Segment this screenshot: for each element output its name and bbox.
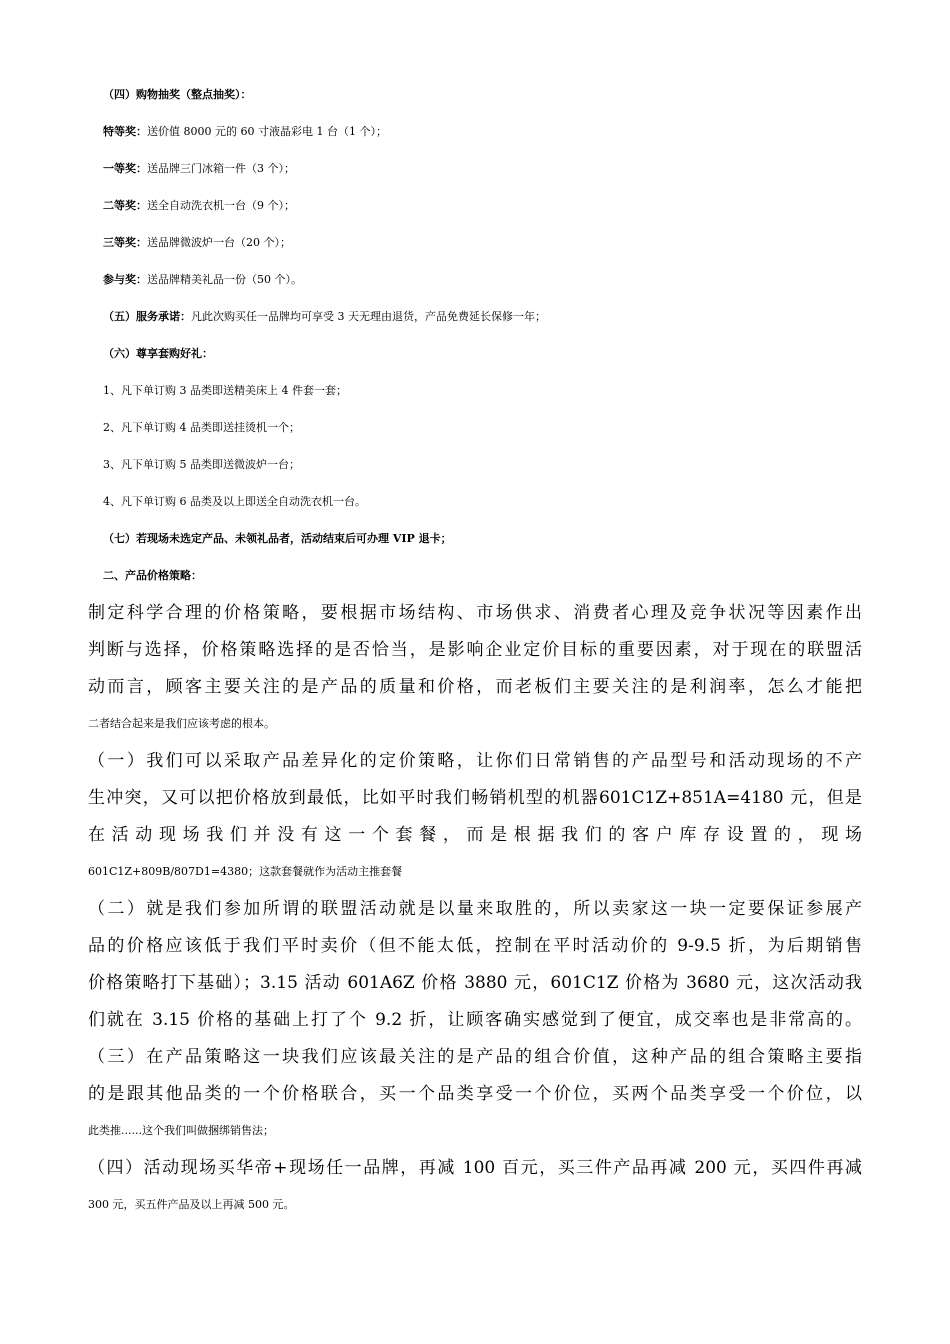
prize-line-first [103, 157, 950, 181]
lottery-heading: （四）购物抽奖（整点抽奖）： [103, 88, 252, 101]
paragraph-two-line: 们就在 3.15 价格的基础上打了个 9.2 折，让顾客确实感觉到了便宜，成交率也是非常高的。 [88, 1010, 862, 1030]
intro-line: 制定科学合理的价格策略，要根据市场结构、市场供求、消费者心理及竞争状况等因素作出 [88, 603, 862, 623]
prize-line-special [103, 120, 950, 144]
service-line [103, 305, 950, 329]
prize-label: 一等奖： [103, 162, 147, 175]
paragraph-two-line: 品的价格应该低于我们平时卖价（但不能太低，控制在平时活动价的 9-9.5 折，为后期销售 [88, 936, 862, 956]
paragraph-three-line: 的是跟其他品类的一个价格联合，买一个品类享受一个价位，买两个品类享受一个价位，以 [88, 1084, 862, 1104]
prize-label: 参与奖： [103, 273, 147, 286]
prize-text: 送品牌微波炉一台（20 个）； [147, 236, 291, 249]
service-label: （五）服务承诺： [103, 310, 191, 323]
paragraph-one-line: 601C1Z+809B/807D1=4380；这款套餐就作为活动主推套餐 [88, 865, 403, 878]
bundle-heading: （六）尊享套购好礼： [103, 347, 213, 360]
intro-line: 动而言，顾客主要关注的是产品的质量和价格，而老板们主要关注的是利润率，怎么才能把 [88, 677, 862, 697]
paragraph-four-line: 300 元，买五件产品及以上再减 500 元。 [88, 1198, 295, 1211]
paragraph-one-line: 生冲突，又可以把价格放到最低，比如平时我们畅销机型的机器601C1Z+851A=4180 元，但是 [88, 788, 862, 808]
bundle-item: 3、凡下单订购 5 品类即送微波炉一台； [103, 458, 300, 471]
prize-label: 三等奖： [103, 236, 147, 249]
strategy-heading: 二、产品价格策略： [103, 569, 202, 582]
paragraph-three-line: 此类推......这个我们叫做捆绑销售法； [88, 1124, 274, 1137]
vip-line: （七）若现场未选定产品、未领礼品者，活动结束后可办理 VIP 退卡； [103, 532, 452, 545]
prize-label: 特等奖： [103, 125, 147, 138]
intro-line: 判断与选择，价格策略选择的是否恰当，是影响企业定价目标的重要因素，对于现在的联盟活 [88, 640, 862, 660]
paragraph-two-line: （二）就是我们参加所谓的联盟活动就是以量来取胜的，所以卖家这一块一定要保证参展产 [88, 899, 862, 919]
prize-text: 送全自动洗衣机一台（9 个）； [147, 199, 295, 212]
prize-text: 送品牌精美礼品一份（50 个）。 [147, 273, 302, 286]
service-text: 凡此次购买任一品牌均可享受 3 天无理由退货，产品免费延长保修一年； [191, 310, 546, 323]
prize-text: 送品牌三门冰箱一件（3 个）； [147, 162, 295, 175]
prize-line-participation [103, 268, 950, 292]
paragraph-one-line: 在活动现场我们并没有这一个套餐，而是根据我们的客户库存设置的，现场 [88, 825, 862, 845]
prize-line-third [103, 231, 950, 255]
paragraph-three-line: （三）在产品策略这一块我们应该最关注的是产品的组合价值，这种产品的组合策略主要指 [88, 1047, 862, 1067]
paragraph-one-line: （一）我们可以采取产品差异化的定价策略，让你们日常销售的产品型号和活动现场的不产 [88, 751, 862, 771]
prize-text: 送价值 8000 元的 60 寸液晶彩电 1 台（1 个）； [147, 125, 387, 138]
paragraph-two-line: 价格策略打下基础）；3.15 活动 601A6Z 价格 3880 元，601C1Z 价格为 3680 元，这次活动我 [88, 973, 862, 993]
paragraph-four-line: （四）活动现场买华帝+现场任一品牌，再减 100 百元，买三件产品再减 200 元，买四件再减 [88, 1158, 862, 1178]
prize-label: 二等奖： [103, 199, 147, 212]
bundle-item: 1、凡下单订购 3 品类即送精美床上 4 件套一套； [103, 384, 347, 397]
prize-line-second [103, 194, 950, 218]
bundle-item: 4、凡下单订购 6 品类及以上即送全自动洗衣机一台。 [103, 495, 366, 508]
bundle-item: 2、凡下单订购 4 品类即送挂烫机一个； [103, 421, 300, 434]
intro-line: 二者结合起来是我们应该考虑的根本。 [88, 717, 275, 730]
